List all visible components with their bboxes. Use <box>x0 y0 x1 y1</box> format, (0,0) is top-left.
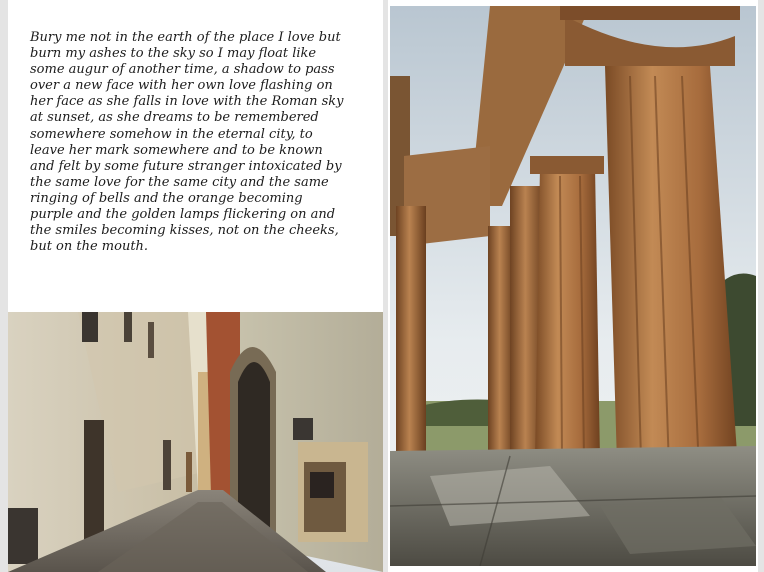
poem-line: leave her mark somewhere and to be known <box>30 142 323 158</box>
right-page <box>388 0 758 572</box>
poem-line: and felt by some future stranger intoxicated by <box>30 158 342 174</box>
window <box>148 322 154 358</box>
poem-line: the smiles becoming kisses, not on the cheeks, <box>30 223 339 239</box>
doorway <box>84 420 104 548</box>
poem-line: over a new face with her own love flashing on <box>30 78 333 94</box>
alley-photo <box>8 312 383 572</box>
alley-illustration <box>8 312 383 572</box>
poem-line: Bury me not in the earth of the place I love but <box>30 30 341 45</box>
temple-illustration <box>390 6 756 566</box>
poem-line: somewhere somehow in the eternal city, to <box>30 126 313 142</box>
temple-photo <box>390 6 756 566</box>
poem-line: the same love for the same city and the same <box>30 174 329 190</box>
poem-line: burn my ashes to the sky so I may float like <box>30 46 317 62</box>
poem-line: but on the mouth. <box>30 239 149 255</box>
poem-line: at sunset, as she dreams to be remembered <box>30 110 319 126</box>
column <box>396 206 426 456</box>
window <box>82 312 98 342</box>
poem-line: some augur of another time, a shadow to pass <box>30 62 335 78</box>
left-page <box>8 0 383 572</box>
window <box>124 312 132 342</box>
poem-line: her face as she falls in love with the Roman sky <box>30 94 344 110</box>
poem-text <box>30 30 348 255</box>
poem-line: purple and the golden lamps flickering on and <box>30 207 336 223</box>
poem-line: ringing of bells and the orange becoming <box>30 190 303 206</box>
wall-plaque <box>293 418 313 440</box>
column <box>535 166 600 461</box>
door <box>8 508 38 564</box>
